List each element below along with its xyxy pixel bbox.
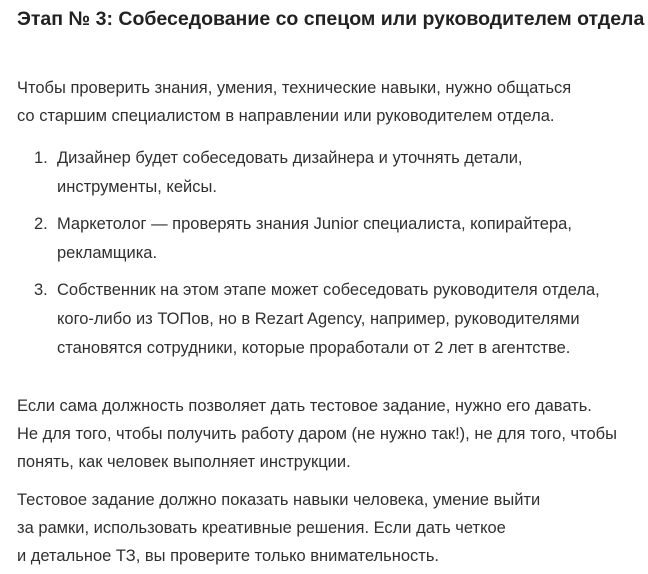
test-task-skills-paragraph [17, 486, 540, 570]
intro-paragraph [17, 74, 571, 130]
list-item-line: Собственник на этом этапе может собеседовать руководителя отдела, [57, 281, 600, 299]
section-heading: Этап № 3: Собеседование со спецом или руководителем отдела [17, 8, 645, 30]
list-item-number: 2. [34, 215, 48, 233]
intro-line: Чтобы проверить знания, умения, технические навыки, нужно общаться [17, 79, 572, 97]
list-item-line: инструменты, кейсы. [57, 178, 217, 196]
list-item [17, 210, 637, 268]
list-item-line: Маркетолог — проверять знания Junior специалиста, копирайтера, [57, 215, 572, 233]
test-task-skills-line: и детальное ТЗ, вы проверите только внимательность. [17, 547, 440, 565]
list-item-number: 1. [34, 149, 48, 167]
interviewers-list [17, 144, 637, 371]
list-item [17, 144, 637, 202]
test-task-line: понять, как человек выполняет инструкции. [17, 453, 351, 471]
list-item-line: становятся сотрудники, которые проработали от 2 лет в агентстве. [57, 339, 571, 357]
test-task-skills-line: за рамки, использовать креативные решения. Если дать четкое [17, 519, 506, 537]
test-task-line: Если сама должность позволяет дать тестовое задание, нужно его давать. [17, 397, 592, 415]
list-item-line: кого-либо из ТОПов, но в Rezart Agency, например, руководителями [57, 310, 580, 328]
list-item-line: рекламщика. [57, 244, 158, 262]
list-item-line: Дизайнер будет собеседовать дизайнера и уточнять детали, [57, 149, 523, 167]
test-task-skills-line: Тестовое задание должно показать навыки человека, умение выйти [17, 491, 541, 509]
test-task-line: Не для того, чтобы получить работу даром (не нужно так!), не для того, чтобы [17, 425, 617, 443]
list-item [17, 276, 637, 363]
list-item-number: 3. [34, 281, 48, 299]
test-task-paragraph [17, 392, 617, 476]
intro-line: со старшим специалистом в направлении или руководителем отдела. [17, 107, 555, 125]
